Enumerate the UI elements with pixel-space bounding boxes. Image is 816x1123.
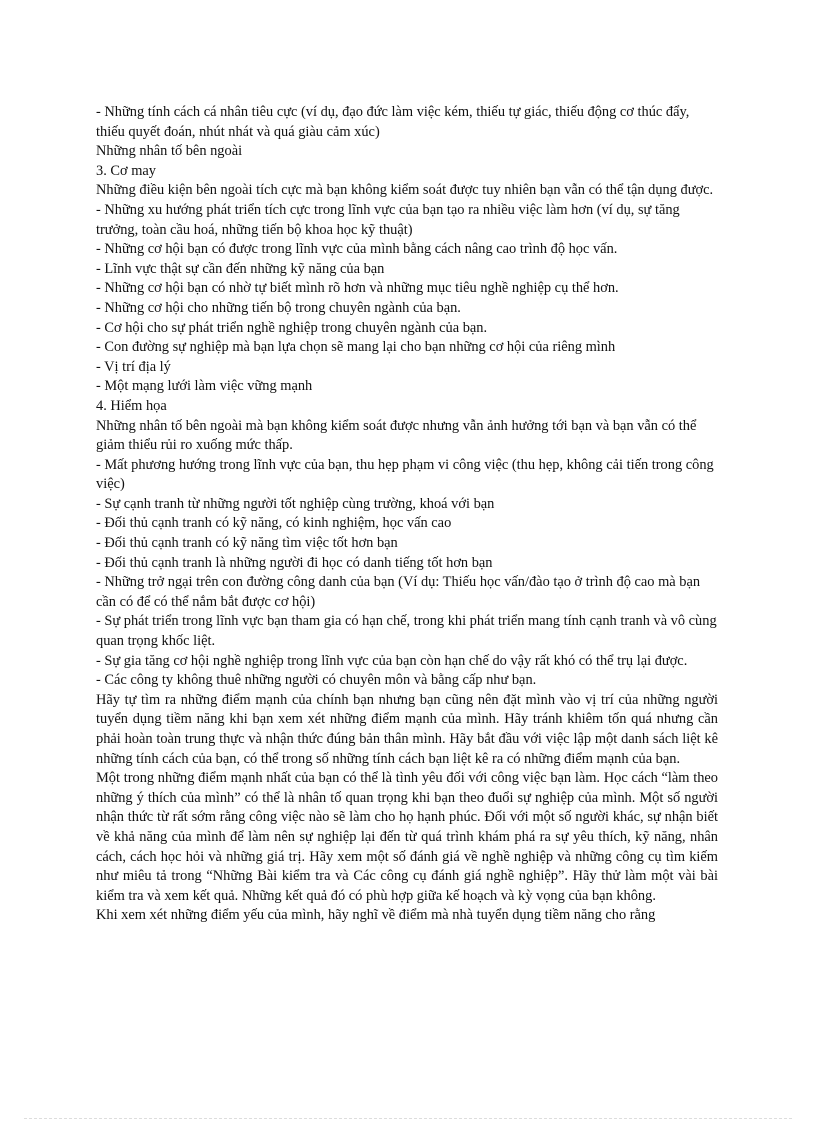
list-item-threat: - Sự gia tăng cơ hội nghề nghiệp trong lĩnh vực của bạn còn hạn chế do vậy rất khó có thể trụ lại được. xyxy=(96,652,688,669)
list-item-opportunity: - Những cơ hội bạn có được trong lĩnh vực của mình bằng cách nâng cao trình độ học vấn. xyxy=(96,241,618,258)
heading-external-factors: Những nhân tố bên ngoài xyxy=(96,143,243,160)
paragraph-threats-definition: Những nhân tố bên ngoài mà bạn không kiểm soát được nhưng vẫn ảnh hưởng tới bạn và bạn vẫn có thể giảm thiểu rủi ro xuống mức thấp. xyxy=(96,417,697,454)
page-bottom-border xyxy=(24,1118,792,1119)
list-item-threat: - Những trở ngại trên con đường công danh của bạn (Ví dụ: Thiếu học vấn/đào tạo ở trình độ cao mà bạn cần có để có thể nắm bắt được cơ hội) xyxy=(96,574,701,610)
list-item-opportunity: - Lĩnh vực thật sự cần đến những kỹ năng của bạn xyxy=(96,260,385,277)
list-item-opportunity: - Con đường sự nghiệp mà bạn lựa chọn sẽ mang lại cho bạn những cơ hội của riêng mình xyxy=(96,339,616,356)
paragraph-strengths-advice: Hãy tự tìm ra những điểm mạnh của chính bạn nhưng bạn cũng nên đặt mình vào vị trí của những người tuyển dụng tiềm năng khi bạn xem xét những điểm mạnh của mình. Hãy tránh khiêm tốn quá nhưng cần phải hoàn toàn trung thực và nhận thức đúng bản thân mình. Hãy bắt đầu với việc lập một danh sách liệt kê những tính cách của bạn, có thể trong số những tính cách bạn liệt kê ra có những điểm mạnh của bạn. xyxy=(96,691,718,767)
heading-threats: 4. Hiểm họa xyxy=(96,397,167,414)
heading-opportunities: 3. Cơ may xyxy=(96,162,156,179)
list-item-opportunity: - Những xu hướng phát triển tích cực trong lĩnh vực của bạn tạo ra nhiều việc làm hơn (ví dụ, sự tăng trưởng, toàn cầu hoá, những tiến bộ khoa học kỹ thuật) xyxy=(96,201,680,238)
paragraph-opportunities-definition: Những điều kiện bên ngoài tích cực mà bạn không kiểm soát được tuy nhiên bạn vẫn có thể tận dụng được. xyxy=(96,182,714,199)
paragraph-passion-strength: Một trong những điểm mạnh nhất của bạn có thể là tình yêu đối với công việc bạn làm. Học cách “làm theo những ý thích của mình” có thể là nhân tố quan trọng khi bạn theo đuổi sự nghiệp của mình. Một số người nhận thức từ rất sớm rằng công việc nào sẽ làm cho họ hạnh phúc. Đối với một số người khác, sự nhận biết về khả năng của mình để làm nên sự nghiệp lại đến từ quá trình khám phá ra sự yêu thích, kỹ năng, nhân cách, cách học hỏi và những giá trị. Hãy xem một số đánh giá về nghề nghiệp và những công cụ tìm kiếm như miêu tả trong “Những Bài kiểm tra và Các công cụ đánh giá nghề nghiệp”. Hãy thử làm một vài bài kiểm tra và xem kết quả. Những kết quả đó có phù hợp giữa kế hoạch và kỳ vọng của bạn không. xyxy=(96,770,718,904)
paragraph-negative-traits: - Những tính cách cá nhân tiêu cực (ví dụ, đạo đức làm việc kém, thiếu tự giác, thiếu động cơ thúc đẩy, thiếu quyết đoán, nhút nhát và quá giàu cảm xúc) xyxy=(96,104,690,140)
list-item-opportunity: - Những cơ hội bạn có nhờ tự biết mình rõ hơn và những mục tiêu nghề nghiệp cụ thể hơn. xyxy=(96,280,619,297)
list-item-opportunity: - Một mạng lưới làm việc vững mạnh xyxy=(96,378,313,395)
list-item-threat: - Sự cạnh tranh từ những người tốt nghiệp cùng trường, khoá với bạn xyxy=(96,495,495,512)
list-item-threat: - Sự phát triển trong lĩnh vực bạn tham gia có hạn chế, trong khi phát triển mang tính cạnh tranh và vô cùng quan trọng khốc liệt. xyxy=(96,613,717,650)
list-item-threat: - Các công ty không thuê những người có chuyên môn và bằng cấp như bạn. xyxy=(96,672,537,689)
list-item-opportunity: - Những cơ hội cho những tiến bộ trong chuyên ngành của bạn. xyxy=(96,299,461,316)
list-item-threat: - Đối thủ cạnh tranh có kỹ năng, có kinh nghiệm, học vấn cao xyxy=(96,515,452,532)
list-item-threat: - Mất phương hướng trong lĩnh vực của bạn, thu hẹp phạm vi công việc (thu hẹp, không cải tiến trong công việc) xyxy=(96,456,714,493)
list-item-opportunity: - Cơ hội cho sự phát triển nghề nghiệp trong chuyên ngành của bạn. xyxy=(96,319,488,336)
list-item-threat: - Đối thủ cạnh tranh có kỹ năng tìm việc tốt hơn bạn xyxy=(96,535,398,552)
paragraph-weaknesses: Khi xem xét những điểm yếu của mình, hãy nghĩ về điểm mà nhà tuyển dụng tiềm năng cho rằng xyxy=(96,907,656,924)
document-body xyxy=(96,103,718,926)
list-item-opportunity: - Vị trí địa lý xyxy=(96,358,171,375)
list-item-threat: - Đối thủ cạnh tranh là những người đi học có danh tiếng tốt hơn bạn xyxy=(96,554,493,571)
